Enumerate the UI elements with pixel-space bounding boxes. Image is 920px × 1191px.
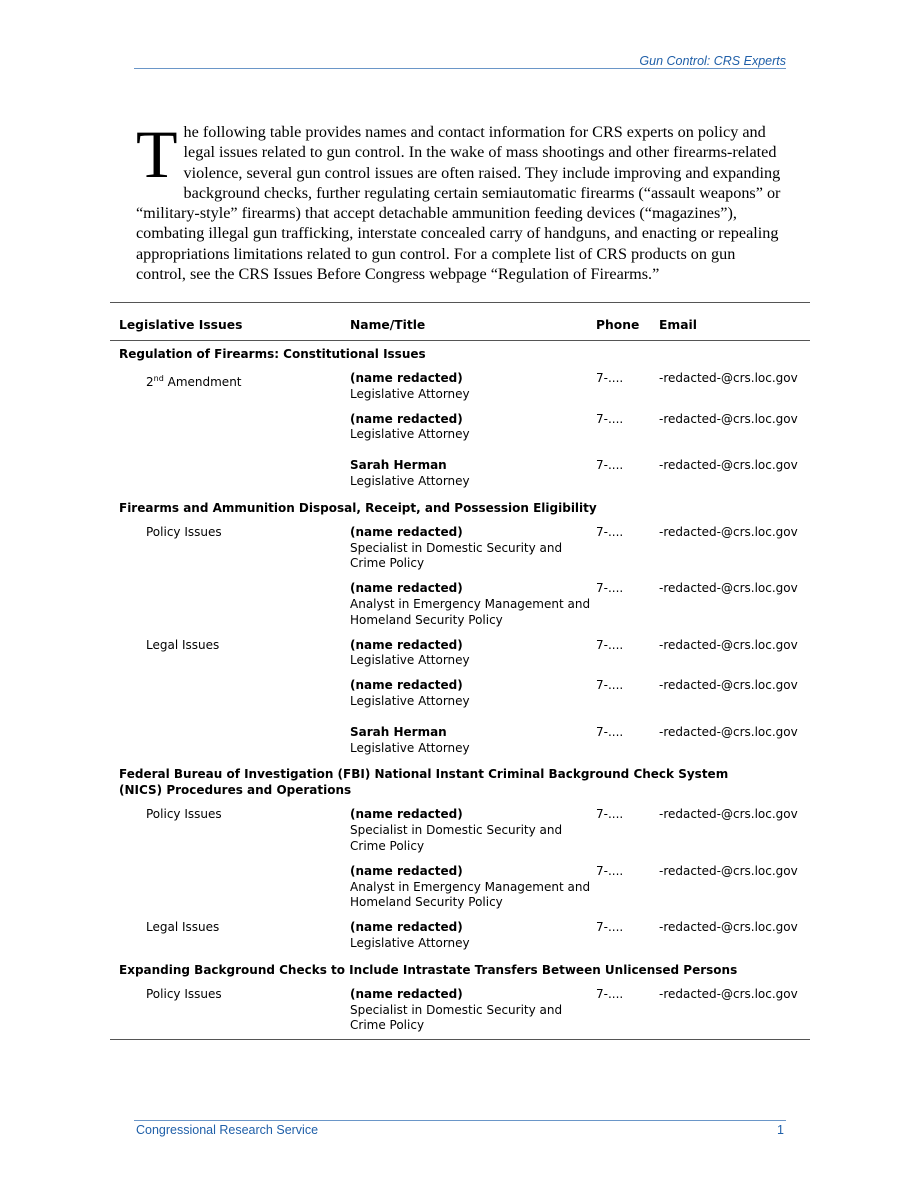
issue-cell: Policy Issues <box>146 807 222 822</box>
expert-title: Legislative Attorney <box>350 740 470 755</box>
section-title: Firearms and Ammunition Disposal, Receipt, and Possession Eligibility <box>119 500 597 515</box>
expert-title: Legislative Attorney <box>350 653 470 668</box>
phone-cell: 7-.... <box>596 986 624 1001</box>
table-row <box>110 916 810 957</box>
issue-cell <box>110 448 350 495</box>
table-row <box>110 408 810 449</box>
table-row <box>110 577 810 633</box>
phone-cell: 7-.... <box>596 524 624 539</box>
name-cell <box>350 634 596 675</box>
intro-text: he following table provides names and contact information for CRS experts on policy and legal issues related to gun control. In the wake of mass shootings and other firearms-related violence, several gun control issues are often raised. They include improving and expanding background checks, further regulating certain semiautomatic firearms (“assault weapons” or “military-style” firearms) that accept detachable ammunition feeding devices (“magazines”), combating illegal gun trafficking, interstate concealed carry of handguns, and enacting or repealing appropriations limitations related to gun control. For a complete list of CRS products on gun control, see the CRS Issues Before Congress webpage “Regulation of Firearms.” <box>136 123 781 284</box>
drop-cap: T <box>136 116 178 192</box>
email-cell[interactable]: -redacted-@crs.loc.gov <box>659 920 798 935</box>
name-cell <box>350 860 596 916</box>
footer-organization: Congressional Research Service <box>136 1123 319 1137</box>
page-number: 1 <box>777 1123 784 1137</box>
issue-superscript: nd <box>153 374 164 383</box>
section-row <box>110 761 810 803</box>
expert-name: (name redacted) <box>350 920 463 935</box>
name-cell <box>350 448 596 495</box>
table-row <box>110 634 810 675</box>
expert-title: Specialist in Domestic Security and Crime Policy <box>350 1002 563 1033</box>
issue-cell: Legal Issues <box>146 637 220 652</box>
name-cell <box>350 674 596 715</box>
expert-name: (name redacted) <box>350 678 463 693</box>
email-cell[interactable]: -redacted-@crs.loc.gov <box>659 807 798 822</box>
email-cell[interactable]: -redacted-@crs.loc.gov <box>659 986 798 1001</box>
expert-title: Legislative Attorney <box>350 935 470 950</box>
phone-cell: 7-.... <box>596 807 624 822</box>
table-row <box>110 367 810 408</box>
expert-title: Legislative Attorney <box>350 427 470 442</box>
table-header-row <box>110 303 810 341</box>
expert-name: (name redacted) <box>350 863 463 878</box>
expert-name: (name redacted) <box>350 371 463 385</box>
expert-title: Specialist in Domestic Security and Crime Policy <box>350 540 563 571</box>
expert-name: Sarah Herman <box>350 724 447 739</box>
expert-title: Specialist in Domestic Security and Crime Policy <box>350 823 563 853</box>
phone-cell: 7-.... <box>596 411 624 426</box>
email-cell[interactable]: -redacted-@crs.loc.gov <box>659 678 798 693</box>
header-phone: Phone <box>596 303 659 341</box>
table-row <box>110 715 810 762</box>
intro-paragraph <box>136 116 782 284</box>
table-row <box>110 803 810 859</box>
email-cell[interactable]: -redacted-@crs.loc.gov <box>659 863 798 878</box>
expert-name: (name redacted) <box>350 581 463 596</box>
header-legislative-issues: Legislative Issues <box>110 303 350 341</box>
footer-divider <box>134 1120 786 1121</box>
name-cell <box>350 408 596 449</box>
email-cell[interactable]: -redacted-@crs.loc.gov <box>659 371 798 385</box>
email-cell[interactable]: -redacted-@crs.loc.gov <box>659 581 798 596</box>
expert-title: Analyst in Emergency Management and Homeland Security Policy <box>350 879 591 910</box>
expert-name: (name redacted) <box>350 524 463 539</box>
table-row <box>110 860 810 916</box>
header-email: Email <box>659 303 810 341</box>
expert-title: Analyst in Emergency Management and Homeland Security Policy <box>350 596 591 627</box>
expert-title: Legislative Attorney <box>350 473 470 488</box>
section-row <box>110 957 810 983</box>
email-cell[interactable]: -redacted-@crs.loc.gov <box>659 637 798 652</box>
expert-name: (name redacted) <box>350 411 463 426</box>
email-cell[interactable]: -redacted-@crs.loc.gov <box>659 524 798 539</box>
section-row <box>110 341 810 368</box>
phone-cell: 7-.... <box>596 724 624 739</box>
table-row <box>110 983 810 1040</box>
issue-cell <box>110 674 350 715</box>
name-cell <box>350 367 596 408</box>
issue-cell <box>110 860 350 916</box>
issue-text-rest: Amendment <box>163 375 242 389</box>
email-cell[interactable]: -redacted-@crs.loc.gov <box>659 724 798 739</box>
header-name-title: Name/Title <box>350 303 596 341</box>
name-cell <box>350 803 596 859</box>
expert-name: (name redacted) <box>350 986 463 1001</box>
expert-name: (name redacted) <box>350 807 463 822</box>
name-cell <box>350 521 596 577</box>
experts-table <box>110 302 810 1040</box>
phone-cell: 7-.... <box>596 863 624 878</box>
phone-cell: 7-.... <box>596 458 624 473</box>
expert-name: (name redacted) <box>350 637 463 652</box>
header-divider <box>134 68 786 69</box>
section-title: Expanding Background Checks to Include Intrastate Transfers Between Unlicensed Persons <box>119 962 738 977</box>
phone-cell: 7-.... <box>596 920 624 935</box>
name-cell <box>350 577 596 633</box>
section-row <box>110 495 810 521</box>
phone-cell: 7-.... <box>596 678 624 693</box>
table-row <box>110 674 810 715</box>
phone-cell: 7-.... <box>596 371 624 385</box>
email-cell[interactable]: -redacted-@crs.loc.gov <box>659 411 798 426</box>
name-cell <box>350 715 596 762</box>
table-row <box>110 448 810 495</box>
phone-cell: 7-.... <box>596 581 624 596</box>
section-title: Federal Bureau of Investigation (FBI) National Instant Criminal Background Check System (NICS) Procedures and Operations <box>119 767 729 798</box>
phone-cell: 7-.... <box>596 637 624 652</box>
name-cell <box>350 916 596 957</box>
issue-cell <box>110 367 350 408</box>
section-title: Regulation of Firearms: Constitutional Issues <box>119 347 426 361</box>
expert-title: Legislative Attorney <box>350 386 470 401</box>
email-cell[interactable]: -redacted-@crs.loc.gov <box>659 458 798 473</box>
running-header-title: Gun Control: CRS Experts <box>639 54 786 68</box>
issue-cell: Legal Issues <box>146 920 220 935</box>
issue-cell: Policy Issues <box>146 986 222 1001</box>
table-row <box>110 521 810 577</box>
issue-text: 2 <box>146 375 154 389</box>
expert-title: Legislative Attorney <box>350 693 470 708</box>
issue-cell <box>110 577 350 633</box>
issue-cell: Policy Issues <box>146 524 222 539</box>
expert-name: Sarah Herman <box>350 458 447 473</box>
issue-cell <box>110 715 350 762</box>
name-cell <box>350 983 596 1040</box>
issue-cell <box>110 408 350 449</box>
